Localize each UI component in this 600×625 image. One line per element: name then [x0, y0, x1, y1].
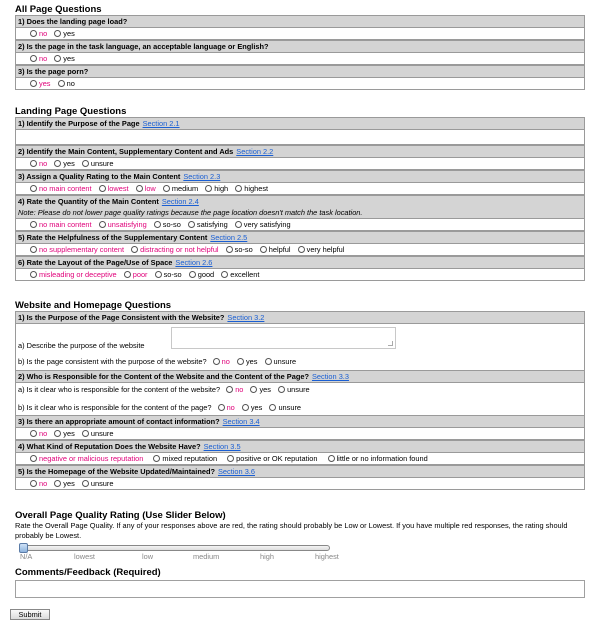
- radio-circle-icon[interactable]: [30, 185, 37, 192]
- question-header: 4) Rate the Quantity of the Main Content Section 2.4: [16, 195, 584, 207]
- radio-option[interactable]: no: [226, 383, 243, 397]
- radio-circle-icon[interactable]: [30, 160, 37, 167]
- comments-title: Comments/Feedback (Required): [15, 567, 161, 578]
- radio-circle-icon[interactable]: [99, 185, 106, 192]
- question-header: 3) Assign a Quality Rating to the Main Content Section 2.3: [16, 170, 584, 183]
- radio-option[interactable]: little or no information found: [328, 453, 428, 464]
- purpose-input[interactable]: [16, 130, 584, 145]
- section-link[interactable]: Section 3.4: [222, 417, 260, 426]
- answer-row: [16, 324, 584, 353]
- radio-circle-icon[interactable]: [82, 430, 89, 437]
- radio-option[interactable]: distracting or not helpful: [131, 244, 218, 255]
- radio-circle-icon[interactable]: [235, 221, 242, 228]
- question-header: 5) Is the Homepage of the Website Updated/Maintained? Section 3.6: [16, 465, 584, 478]
- radio-option[interactable]: positive or OK reputation: [227, 453, 317, 464]
- describe-purpose-textarea[interactable]: [171, 327, 396, 349]
- radio-circle-icon[interactable]: [136, 185, 143, 192]
- radio-option[interactable]: high: [205, 183, 228, 194]
- radio-option[interactable]: yes: [250, 383, 271, 397]
- radio-option[interactable]: unsure: [265, 353, 297, 370]
- radio-circle-icon[interactable]: [188, 221, 195, 228]
- comments-textarea[interactable]: [15, 580, 585, 598]
- radio-circle-icon[interactable]: [82, 480, 89, 487]
- section-link[interactable]: Section 3.5: [203, 442, 241, 451]
- radio-circle-icon[interactable]: [269, 404, 276, 411]
- radio-circle-icon[interactable]: [250, 386, 257, 393]
- radio-circle-icon[interactable]: [221, 271, 228, 278]
- radio-option[interactable]: so-so: [155, 269, 182, 280]
- radio-option[interactable]: medium: [163, 183, 198, 194]
- radio-option[interactable]: helpful: [260, 244, 291, 255]
- radio-option[interactable]: yes: [54, 158, 75, 169]
- answer-row: [16, 453, 584, 465]
- website-title: Website and Homepage Questions: [15, 300, 172, 311]
- radio-circle-icon[interactable]: [328, 455, 335, 462]
- radio-option[interactable]: lowest: [99, 183, 129, 194]
- radio-circle-icon[interactable]: [205, 185, 212, 192]
- radio-option[interactable]: no: [30, 53, 47, 64]
- radio-option[interactable]: low: [136, 183, 156, 194]
- radio-circle-icon[interactable]: [54, 55, 61, 62]
- answer-row: [16, 28, 584, 40]
- question-header: 3) Is there an appropriate amount of contact information? Section 3.4: [16, 416, 584, 428]
- answer-row: [16, 428, 584, 440]
- section-link[interactable]: Section 2.1: [142, 119, 180, 128]
- website-box: [15, 311, 585, 490]
- radio-option[interactable]: yes: [237, 353, 258, 370]
- section-link[interactable]: Section 3.3: [311, 372, 349, 381]
- radio-circle-icon[interactable]: [298, 246, 305, 253]
- answer-row: [16, 183, 584, 195]
- overall-description: Rate the Overall Page Quality. If any of your responses above are red, the rating should probably be Low or Lowest. If you have multiple red responses, the rating should probably be Lowest.: [15, 521, 568, 540]
- radio-option[interactable]: no: [58, 78, 75, 89]
- radio-circle-icon[interactable]: [30, 221, 37, 228]
- radio-circle-icon[interactable]: [154, 221, 161, 228]
- radio-circle-icon[interactable]: [30, 80, 37, 87]
- radio-option[interactable]: poor: [124, 269, 148, 280]
- answer-row: [16, 78, 584, 89]
- answer-row: [16, 383, 584, 397]
- slider-label: highest: [315, 552, 339, 561]
- radio-option[interactable]: yes: [242, 400, 263, 415]
- slider-label: high: [260, 552, 274, 561]
- radio-option[interactable]: yes: [54, 28, 75, 39]
- radio-circle-icon[interactable]: [242, 404, 249, 411]
- question-header: 2) Who is Responsible for the Content of the Website and the Content of the Page? Section 3.3: [16, 371, 584, 383]
- radio-circle-icon[interactable]: [155, 271, 162, 278]
- radio-option[interactable]: no: [30, 158, 47, 169]
- radio-option[interactable]: very helpful: [298, 244, 345, 255]
- radio-option[interactable]: no supplementary content: [30, 244, 124, 255]
- radio-circle-icon[interactable]: [99, 221, 106, 228]
- radio-option[interactable]: no main content: [30, 183, 92, 194]
- quality-slider-track[interactable]: [20, 545, 330, 551]
- section-link[interactable]: Section 2.3: [183, 172, 221, 181]
- radio-option[interactable]: no: [213, 353, 230, 370]
- all-page-box: [15, 15, 585, 90]
- question-header: 2) Is the page in the task language, an acceptable language or English?: [16, 40, 584, 53]
- section-link[interactable]: Section 2.4: [161, 197, 199, 206]
- radio-circle-icon[interactable]: [82, 160, 89, 167]
- radio-circle-icon[interactable]: [30, 271, 37, 278]
- radio-circle-icon[interactable]: [30, 55, 37, 62]
- radio-option[interactable]: unsure: [278, 383, 310, 397]
- question-header: 1) Does the landing page load?: [16, 16, 584, 28]
- radio-circle-icon[interactable]: [237, 358, 244, 365]
- overall-title: Overall Page Quality Rating (Use Slider Below): [15, 510, 226, 521]
- landing-box: [15, 117, 585, 281]
- section-link[interactable]: Section 2.2: [236, 147, 274, 156]
- radio-option[interactable]: unsatisfying: [99, 219, 147, 230]
- answer-row: [16, 353, 584, 371]
- section-link[interactable]: Section 2.5: [210, 233, 248, 242]
- section-link[interactable]: Section 3.2: [227, 313, 265, 322]
- landing-title: Landing Page Questions: [15, 106, 127, 117]
- question-header: 5) Rate the Helpfulness of the Supplementary Content Section 2.5: [16, 231, 584, 244]
- radio-circle-icon[interactable]: [189, 271, 196, 278]
- radio-circle-icon[interactable]: [54, 480, 61, 487]
- radio-circle-icon[interactable]: [153, 455, 160, 462]
- radio-circle-icon[interactable]: [30, 246, 37, 253]
- radio-option[interactable]: no: [30, 428, 47, 439]
- radio-option[interactable]: so-so: [154, 219, 181, 230]
- radio-circle-icon[interactable]: [30, 455, 37, 462]
- slider-label: medium: [193, 552, 220, 561]
- radio-option[interactable]: unsure: [82, 478, 114, 489]
- question-header: 6) Rate the Layout of the Page/Use of Space Section 2.6: [16, 256, 584, 269]
- question-note: Note: Please do not lower page quality ratings because the page location doesn't match the task location.: [16, 207, 584, 219]
- radio-circle-icon[interactable]: [213, 358, 220, 365]
- radio-option[interactable]: excellent: [221, 269, 259, 280]
- radio-option[interactable]: yes: [54, 53, 75, 64]
- radio-circle-icon[interactable]: [58, 80, 65, 87]
- radio-circle-icon[interactable]: [226, 386, 233, 393]
- radio-option[interactable]: highest: [235, 183, 268, 194]
- question-label: a) Is it clear who is responsible for the content of the website?: [18, 385, 221, 394]
- radio-option[interactable]: satisfying: [188, 219, 228, 230]
- radio-option[interactable]: no: [30, 478, 47, 489]
- radio-option[interactable]: so-so: [226, 244, 253, 255]
- radio-circle-icon[interactable]: [30, 30, 37, 37]
- question-header: 1) Is the Purpose of the Page Consistent with the Website? Section 3.2: [16, 312, 584, 324]
- describe-label: a) Describe the purpose of the website: [18, 341, 145, 350]
- radio-circle-icon[interactable]: [278, 386, 285, 393]
- radio-circle-icon[interactable]: [163, 185, 170, 192]
- radio-circle-icon[interactable]: [218, 404, 225, 411]
- radio-circle-icon[interactable]: [235, 185, 242, 192]
- question-header: 4) What Kind of Reputation Does the Website Have? Section 3.5: [16, 440, 584, 453]
- question-header: 3) Is the page porn?: [16, 65, 584, 78]
- radio-option[interactable]: yes: [54, 428, 75, 439]
- radio-option[interactable]: unsure: [269, 400, 301, 415]
- question-label: b) Is the page consistent with the purpose of the website?: [18, 357, 207, 366]
- answer-row: [16, 397, 584, 416]
- radio-option[interactable]: yes: [54, 478, 75, 489]
- all-page-title: All Page Questions: [15, 4, 102, 15]
- answer-row: [16, 158, 584, 170]
- slider-label: low: [142, 552, 154, 561]
- section-link[interactable]: Section 3.6: [217, 467, 255, 476]
- radio-option[interactable]: yes: [30, 78, 51, 89]
- radio-circle-icon[interactable]: [124, 271, 131, 278]
- radio-circle-icon[interactable]: [227, 455, 234, 462]
- radio-circle-icon[interactable]: [30, 480, 37, 487]
- radio-circle-icon[interactable]: [265, 358, 272, 365]
- radio-circle-icon[interactable]: [131, 246, 138, 253]
- section-link[interactable]: Section 2.6: [175, 258, 213, 267]
- radio-option[interactable]: unsure: [82, 428, 114, 439]
- question-label: b) Is it clear who is responsible for the content of the page?: [18, 403, 212, 412]
- radio-option[interactable]: misleading or deceptive: [30, 269, 117, 280]
- radio-circle-icon[interactable]: [54, 30, 61, 37]
- slider-label: N/A: [20, 552, 33, 561]
- answer-row: [16, 53, 584, 65]
- question-header: 1) Identify the Purpose of the Page Section 2.1: [16, 118, 584, 130]
- radio-circle-icon[interactable]: [226, 246, 233, 253]
- radio-option[interactable]: no: [30, 28, 47, 39]
- question-header: 2) Identify the Main Content, Supplementary Content and Ads Section 2.2: [16, 145, 584, 158]
- answer-row: [16, 478, 584, 489]
- radio-option[interactable]: mixed reputation: [153, 453, 217, 464]
- radio-option[interactable]: no main content: [30, 219, 92, 230]
- radio-circle-icon[interactable]: [54, 430, 61, 437]
- radio-option[interactable]: very satisfying: [235, 219, 291, 230]
- radio-option[interactable]: unsure: [82, 158, 114, 169]
- radio-option[interactable]: good: [189, 269, 214, 280]
- radio-circle-icon[interactable]: [30, 430, 37, 437]
- answer-row: [16, 219, 584, 231]
- radio-circle-icon[interactable]: [54, 160, 61, 167]
- radio-circle-icon[interactable]: [260, 246, 267, 253]
- slider-label: lowest: [74, 552, 95, 561]
- radio-option[interactable]: negative or malicious reputation: [30, 453, 143, 464]
- answer-row: [16, 269, 584, 280]
- answer-row: [16, 244, 584, 256]
- radio-option[interactable]: no: [218, 400, 235, 415]
- submit-button[interactable]: Submit: [10, 609, 50, 620]
